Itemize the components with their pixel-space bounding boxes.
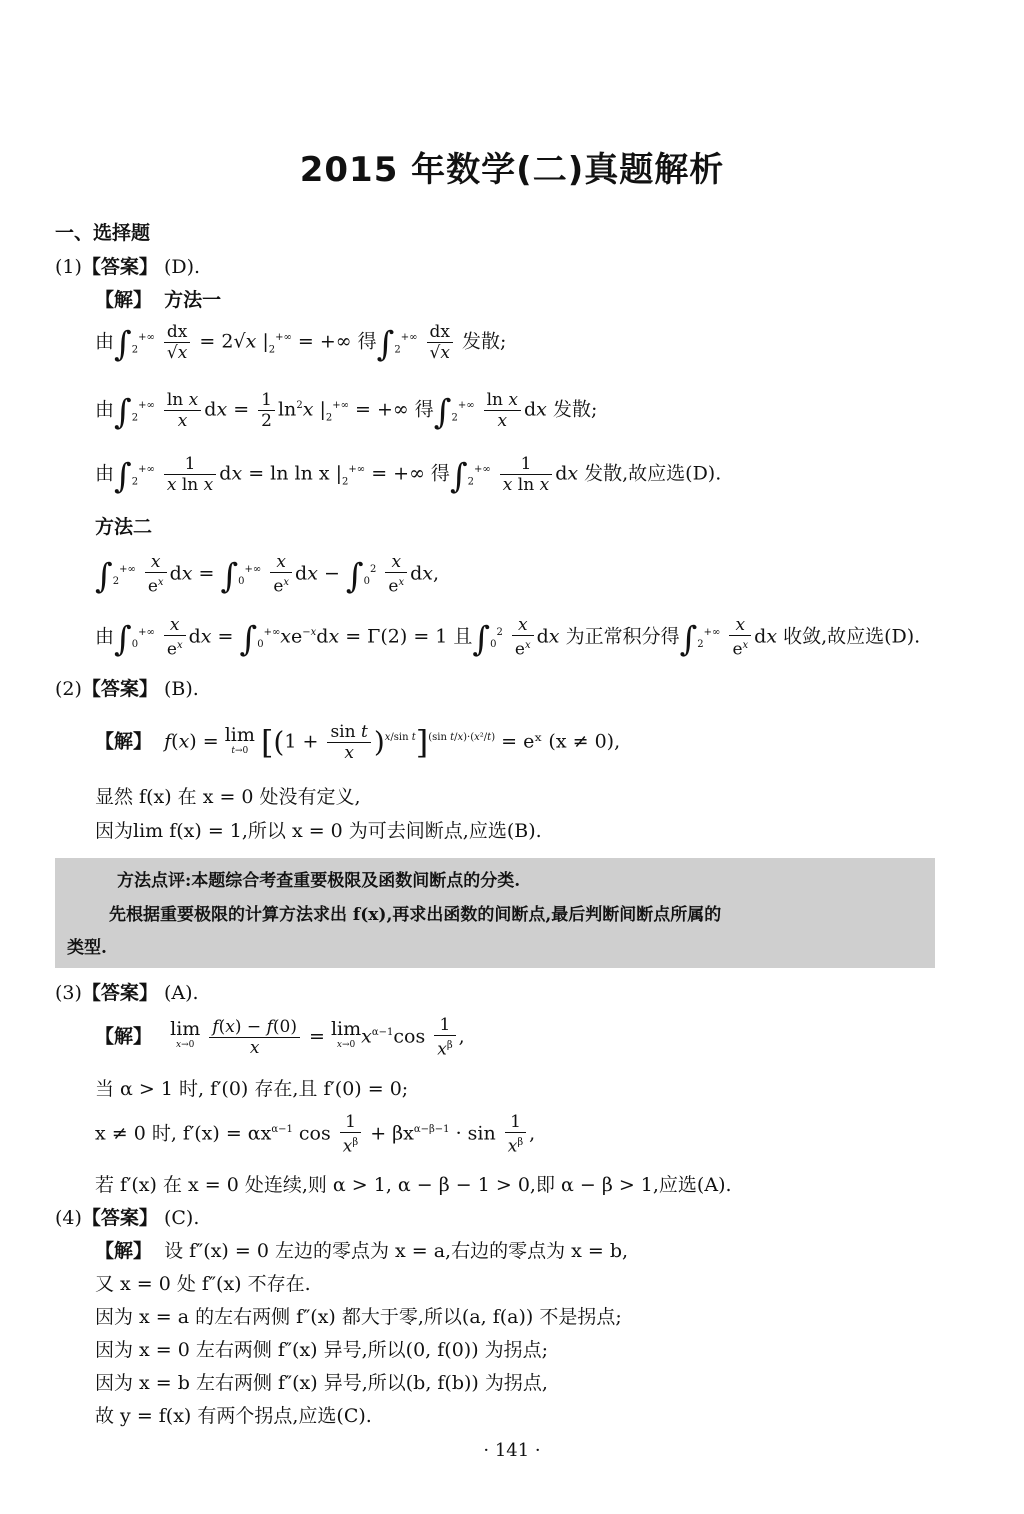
q2-line-3: 因为lim f(x) = 1,所以 x = 0 为可去间断点,应选(B). bbox=[95, 820, 542, 842]
q1-method2-line: 方法二 bbox=[95, 516, 153, 538]
q1-formula-4: $\int_2^{+\infty}$ $\frac{x}{e^x}$ dx = $\int_0^{+\infty}$ $\frac{x}{e^x}$ dx − $\int_0^2$ $\frac{x}{e^x}$ dx, bbox=[95, 552, 440, 597]
page-number: · 141 · bbox=[483, 1440, 541, 1461]
q4-line-6: 故 y = f(x) 有两个拐点,应选(C). bbox=[95, 1405, 372, 1427]
review-line-3: 类型. bbox=[67, 938, 107, 958]
q3-formula-1: 【解】 lim x→0 $\frac{f(x) - f(0)}{x}$ = lim x→0 $x^{\alpha-1}\cos$ $\frac{1}{x^\beta}$ , bbox=[95, 1015, 465, 1060]
q2-answer-line: (2)【答案】 (B). bbox=[55, 678, 199, 700]
review-line-2: 先根据重要极限的计算方法求出 f(x),再求出函数的间断点,最后判断间断点所属的 bbox=[109, 905, 722, 925]
q2-formula-1: 【解】 f(x) = lim t→0 [(1 + $\frac{\text{sin t}}{x}$ )$^{x/sin t}$]$^{(sin t/x)\cdot(x^2/t)}$ = eˣ (x ≠ 0), bbox=[95, 722, 621, 763]
method-review-box bbox=[55, 858, 935, 968]
q1-formula-3: 由$\int_2^{+\infty}$ $\frac{1}{\text{x ln x}}$ dx = ln ln x $|_2^{+\infty}$ = +∞ 得$\int_2^{+\infty}$ $\frac{1}{\text{x ln x}}$ dx 发散,故应选(D). bbox=[95, 454, 722, 497]
q3-answer-line: (3)【答案】 (A). bbox=[55, 982, 199, 1004]
q3-line-4: 若 f′(x) 在 x = 0 处连续,则 α > 1, α − β − 1 > 0,即 α − β > 1,应选(A). bbox=[95, 1174, 732, 1196]
q4-line-3: 因为 x = a 的左右两侧 f″(x) 都大于零,所以(a, f(a)) 不是拐点; bbox=[95, 1306, 622, 1328]
q4-line-5: 因为 x = b 左右两侧 f″(x) 异号,所以(b, f(b)) 为拐点, bbox=[95, 1372, 548, 1394]
q3-line-2: 当 α > 1 时, f′(0) 存在,且 f′(0) = 0; bbox=[95, 1078, 409, 1100]
review-line-1: 方法点评:本题综合考查重要极限及函数间断点的分类. bbox=[117, 871, 521, 891]
q1-formula-2: 由$\int_2^{+\infty}$ $\frac{\text{ln x}}{x}$ dx = $\frac{1}{2}$ $\ln^2x$ $|_2^{+\infty}$ = +∞ 得$\int_2^{+\infty}$ $\frac{\text{ln x}}{x}$ dx 发散; bbox=[95, 390, 598, 433]
q4-line-1: 【解】 设 f″(x) = 0 左边的零点为 x = a,右边的零点为 x = b, bbox=[95, 1240, 629, 1262]
q3-formula-3: x ≠ 0 时, $f'(x) = \alpha x^{\alpha-1}$ cos $\frac{1}{x^\beta}$ + $\beta x^{\alpha-\beta-1} \cdot \sin$ $\frac{1}{x^\beta}$ , bbox=[95, 1112, 536, 1157]
q4-line-4: 因为 x = 0 左右两侧 f″(x) 异号,所以(0, f(0)) 为拐点; bbox=[95, 1339, 549, 1361]
q1-formula-5: 由$\int_0^{+\infty}$ $\frac{x}{e^x}$ dx = $\int_0^{+\infty}xe^{-x}dx = \Gamma(2) = 1$ 且$\int_0^2$ $\frac{x}{e^x}$ dx 为正常积分得$\int_2^{+\infty}$ $\frac{x}{e^x}$ dx 收敛,故应选(D). bbox=[95, 615, 921, 660]
q2-line-2: 显然 f(x) 在 x = 0 处没有定义, bbox=[95, 786, 361, 808]
q4-answer-line: (4)【答案】 (C). bbox=[55, 1207, 200, 1229]
page-title: 2015 年数学(二)真题解析 bbox=[299, 150, 725, 190]
section-heading: 一、选择题 bbox=[55, 222, 151, 244]
q1-method1-line: 【解】 方法一 bbox=[95, 289, 222, 311]
q4-line-2: 又 x = 0 处 f″(x) 不存在. bbox=[95, 1273, 311, 1295]
q1-formula-1: 由$\int_2^{+\infty}$ $\frac{dx}{√x}$ = 2√x $|_2^{+\infty}$ = +∞ 得$\int_2^{+\infty}$ $\frac{dx}{√x}$ 发散; bbox=[95, 322, 507, 365]
q1-answer-line: (1)【答案】 (D). bbox=[55, 256, 201, 278]
